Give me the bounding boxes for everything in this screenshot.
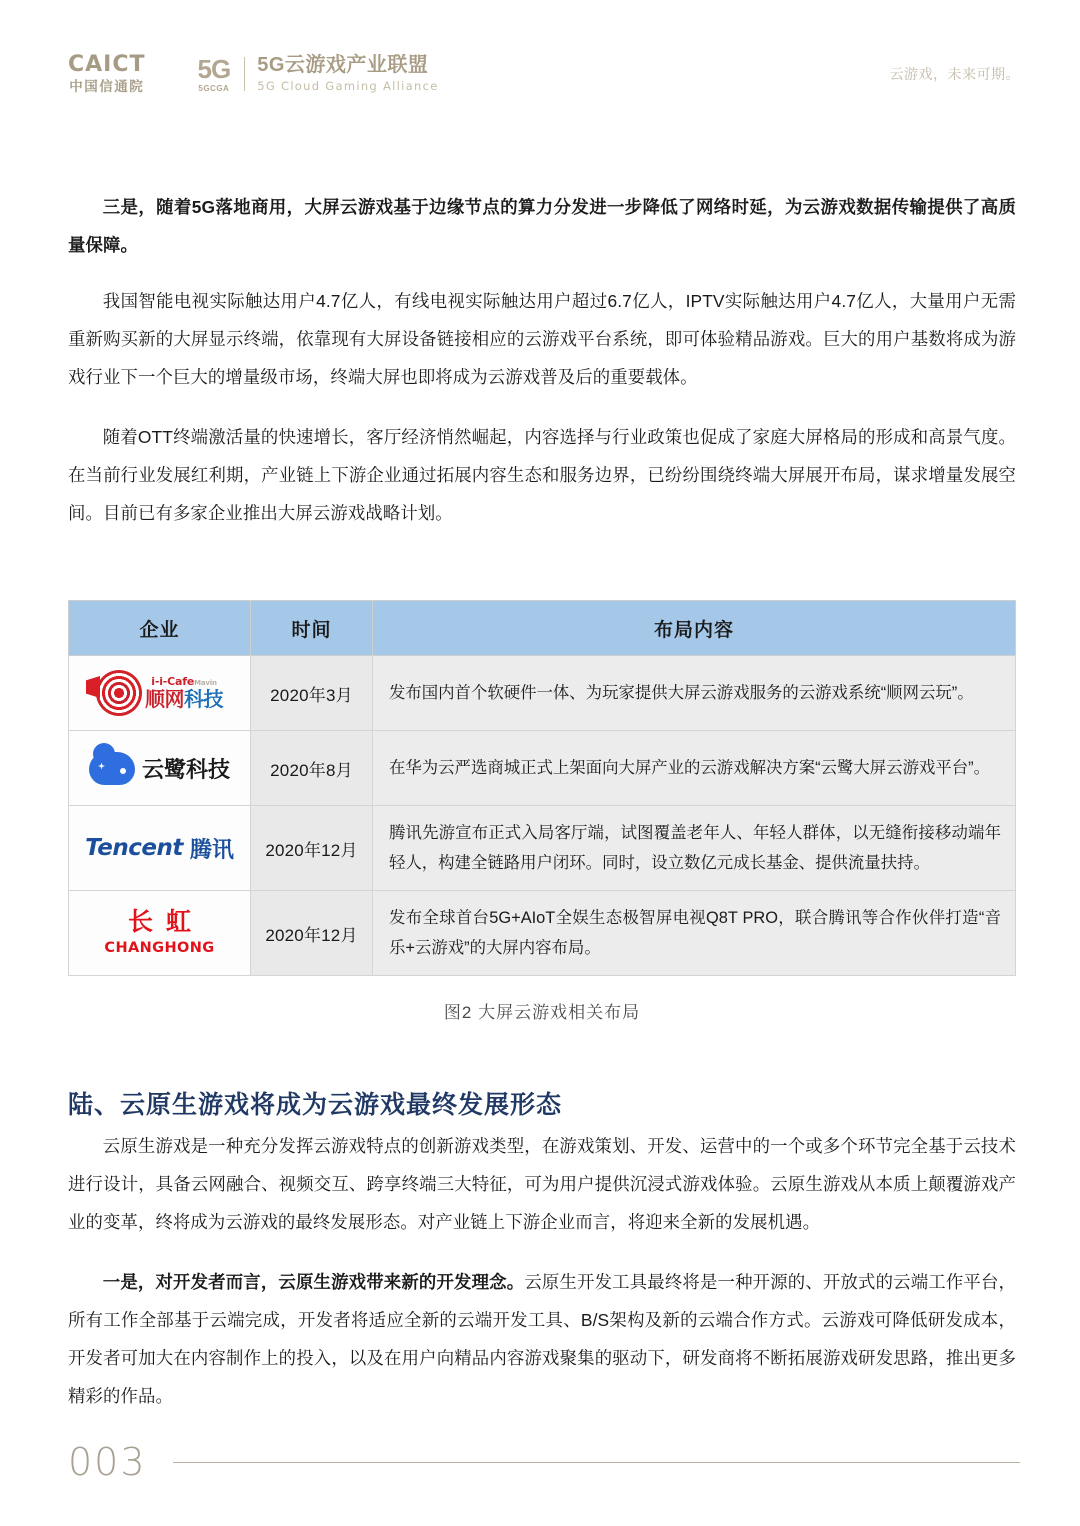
- section-paragraph-2: [68, 1263, 1016, 1415]
- tencent-logo-cn: 腾讯: [189, 836, 234, 862]
- yunlu-logo-icon: [73, 739, 246, 797]
- alliance-name-cn: 5G云游戏产业联盟: [257, 54, 429, 77]
- paragraph-lead: 三是，随着5G落地商用，大屏云游戏基于边缘节点的算力分发进一步降低了网络时延，为云游戏数据传输提供了高质量保障。: [68, 197, 1016, 255]
- alliance-logo: [198, 54, 439, 93]
- figure-caption: 图2 大屏云游戏相关布局: [443, 1003, 641, 1022]
- caict-logo-cn: 中国信通院: [69, 79, 145, 95]
- shunwang-logo-cn: 顺网科技: [145, 689, 223, 711]
- target-spiral-icon: [96, 670, 142, 716]
- content-cell: 在华为云严选商城正式上架面向大屏产业的云游戏解决方案“云鹭大屏云游戏平台”。: [373, 731, 1016, 806]
- caict-logo-en: CAICT: [68, 52, 146, 78]
- alliance-text: [257, 54, 438, 93]
- shunwang-logo-en: i-i-CafeMavin: [151, 675, 217, 688]
- section-heading: 陆、云原生游戏将成为云游戏最终发展形态: [68, 1091, 563, 1119]
- company-cell: [69, 731, 251, 806]
- company-cell: [69, 656, 251, 731]
- company-cell: [69, 891, 251, 976]
- header-tagline: 云游戏，未来可期。: [889, 66, 1020, 82]
- changhong-logo-cn: 长虹: [127, 908, 204, 937]
- page-header: [68, 48, 1020, 100]
- cloud-gamepad-icon: [89, 752, 135, 785]
- section-paragraph-1: 云原生游戏是一种充分发挥云游戏特点的创新游戏类型，在游戏策划、开发、运营中的一个或多个环节完全基于云技术进行设计，具备云网融合、视频交互、跨享终端三大特征，可为用户提供沉浸式游戏体验。云原生游戏从本质上颠覆游戏产业的变革，终将成为云游戏的最终发展形态。对产业链上下游企业而言，将迎来全新的发展机遇。: [68, 1136, 1016, 1232]
- tencent-logo-icon: [73, 819, 246, 877]
- paragraph-spacer: [68, 404, 1016, 418]
- alliance-name-en: 5G Cloud Gaming Alliance: [257, 79, 439, 94]
- shunwang-logo-icon: [73, 664, 246, 722]
- paragraph-2: 随着OTT终端激活量的快速增长，客厅经济悄然崛起，内容选择与行业政策也促成了家庭大屏格局的形成和高景气度。在当前行业发展红利期，产业链上下游企业通过拓展内容生态和服务边界，已纷纷围绕终端大屏展开布局，谋求增量发展空间。目前已有多家企业推出大屏云游戏战略计划。: [68, 427, 1016, 523]
- yunlu-logo-cn: 云鹭科技: [141, 756, 230, 782]
- time-cell: 2020年8月: [251, 731, 373, 806]
- table-row: [69, 731, 1016, 806]
- changhong-logo-en: CHANGHONG: [104, 940, 215, 957]
- table-row: [69, 656, 1016, 731]
- tencent-logo-en: Tencent: [85, 835, 183, 861]
- page-number: 003: [68, 1440, 147, 1484]
- content-cell: 发布全球首台5G+AIoT全娱生态极智屏电视Q8T PRO，联合腾讯等合作伙伴打造“音乐+云游戏”的大屏内容布局。: [373, 891, 1016, 976]
- content-cell: 腾讯先游宣布正式入局客厅端，试图覆盖老年人、年轻人群体，以无缝衔接移动端年轻人，构建全链路用户闭环。同时，设立数亿元成长基金、提供流量扶持。: [373, 806, 1016, 891]
- vertical-divider: [244, 57, 245, 91]
- section-paragraph-2-bold: 一是，对开发者而言，云原生游戏带来新的开发理念。: [102, 1272, 525, 1292]
- caict-logo: [68, 54, 146, 94]
- alliance-mark-icon: [197, 53, 231, 93]
- table-row: [69, 806, 1016, 891]
- table-row: [69, 891, 1016, 976]
- table-header-time: 时间: [251, 601, 373, 656]
- time-cell: 2020年12月: [251, 891, 373, 976]
- changhong-logo-icon: [73, 904, 246, 962]
- alliance-mark-sub: 5GCGA: [198, 83, 230, 93]
- paragraph-spacer: [68, 1249, 1016, 1263]
- table-header-company: 企业: [69, 601, 251, 656]
- time-cell: 2020年12月: [251, 806, 373, 891]
- table-header-content: 布局内容: [373, 601, 1016, 656]
- layout-table: [68, 600, 1016, 976]
- company-cell: [69, 806, 251, 891]
- time-cell: 2020年3月: [251, 656, 373, 731]
- page-footer: [68, 1440, 1020, 1484]
- section-paragraph-2-rest: 云原生开发工具最终将是一种开源的、开放式的云端工作平台，所有工作全部基于云端完成，开发者将适应全新的云端开发工具、B/S架构及新的云端合作方式。云游戏可降低研发成本，开发者可加大在内容制作上的投入，以及在用户向精品内容游戏聚集的驱动下，研发商将不断拓展游戏研发思路，推出更多精彩的作品。: [68, 1272, 1016, 1406]
- content-cell: 发布国内首个软硬件一体、为玩家提供大屏云游戏服务的云游戏系统“顺网云玩”。: [373, 656, 1016, 731]
- table-header-row: [69, 601, 1016, 656]
- paragraph-1: 我国智能电视实际触达用户4.7亿人，有线电视实际触达用户超过6.7亿人，IPTV实际触达用户4.7亿人，大量用户无需重新购买新的大屏显示终端，依靠现有大屏设备链接相应的云游戏平台系统，即可体验精品游戏。巨大的用户基数将成为游戏行业下一个巨大的增量级市场，终端大屏也即将成为云游戏普及后的重要载体。: [68, 291, 1016, 387]
- alliance-mark-glyph: 5G: [197, 53, 231, 84]
- document-content: [68, 188, 1016, 1423]
- footer-rule: [173, 1462, 1020, 1463]
